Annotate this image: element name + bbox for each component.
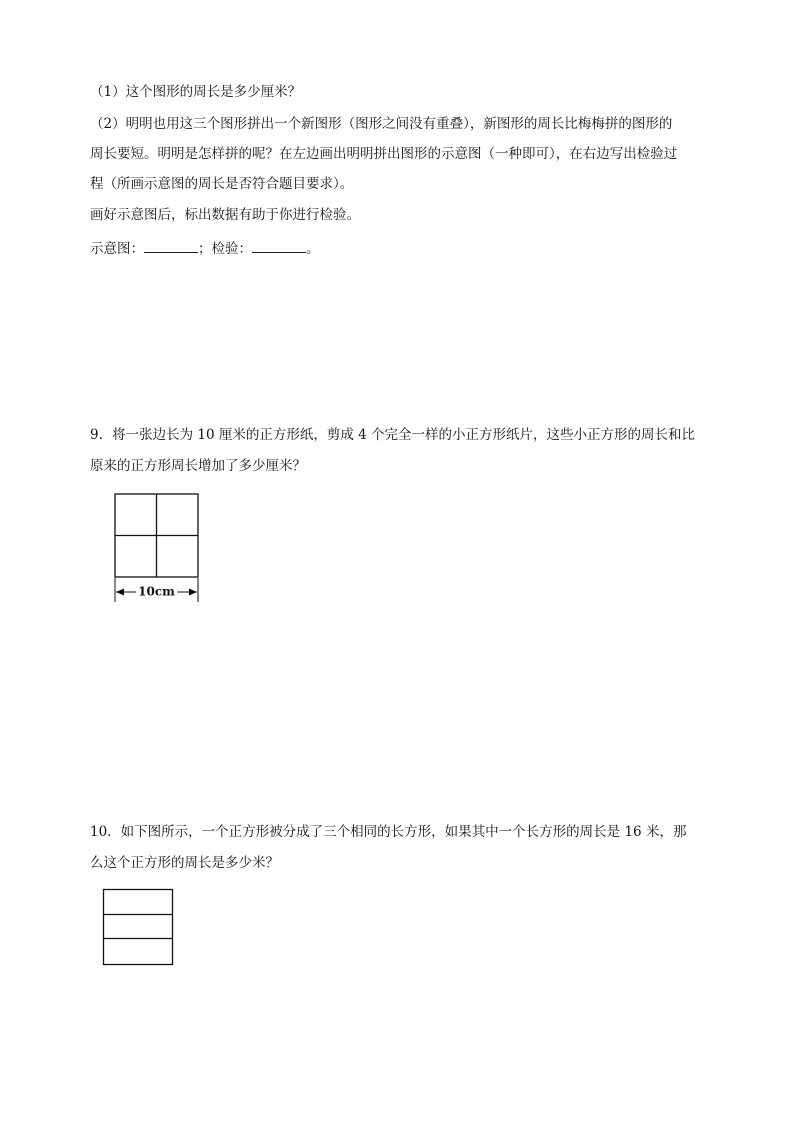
check-label: ；检验： (198, 241, 252, 257)
square-grid-figure (108, 488, 208, 606)
question-8-2-line1: （2）明明也用这三个图形拼出一个新图形（图形之间没有重叠），新图形的周长比梅梅拼的图形的 (90, 116, 673, 132)
arrowhead-left (116, 589, 124, 596)
problem-9-line1: 9．将一张边长为 10 厘米的正方形纸，剪成 4 个完全一样的小正方形纸片，这些小正方形的周长和比 (90, 427, 696, 443)
question-8-2-line3: 程（所画示意图的周长是否符合题目要求）。 (90, 176, 354, 192)
hint-text: 画好示意图后，标出数据有助于你进行检验。 (90, 207, 360, 223)
sketch-label: 示意图： (90, 241, 144, 257)
problem-10-line1: 10．如下图所示，一个正方形被分成了三个相同的长方形，如果其中一个长方形的周长是 16 米，那 (90, 824, 687, 840)
divided-square-figure (100, 887, 178, 969)
arrowhead-right (189, 589, 197, 596)
question-8-2-line2: 周长要短。明明是怎样拼的呢？在左边画出明明拼出图形的示意图（一种即可），在右边写出检验过 (90, 146, 678, 162)
answer-line (90, 238, 320, 259)
problem-9-line2: 原来的正方形周长增加了多少厘米？ (90, 458, 306, 474)
dimension-label: 10cm (138, 584, 175, 599)
problem-10-line2: 么这个正方形的周长是多少米？ (90, 855, 279, 871)
sketch-blank[interactable] (144, 238, 198, 253)
answer-end: 。 (306, 241, 320, 257)
check-blank[interactable] (252, 238, 306, 253)
square-outline (104, 890, 173, 965)
question-8-1: （1）这个图形的周长是多少厘米？ (90, 84, 302, 100)
